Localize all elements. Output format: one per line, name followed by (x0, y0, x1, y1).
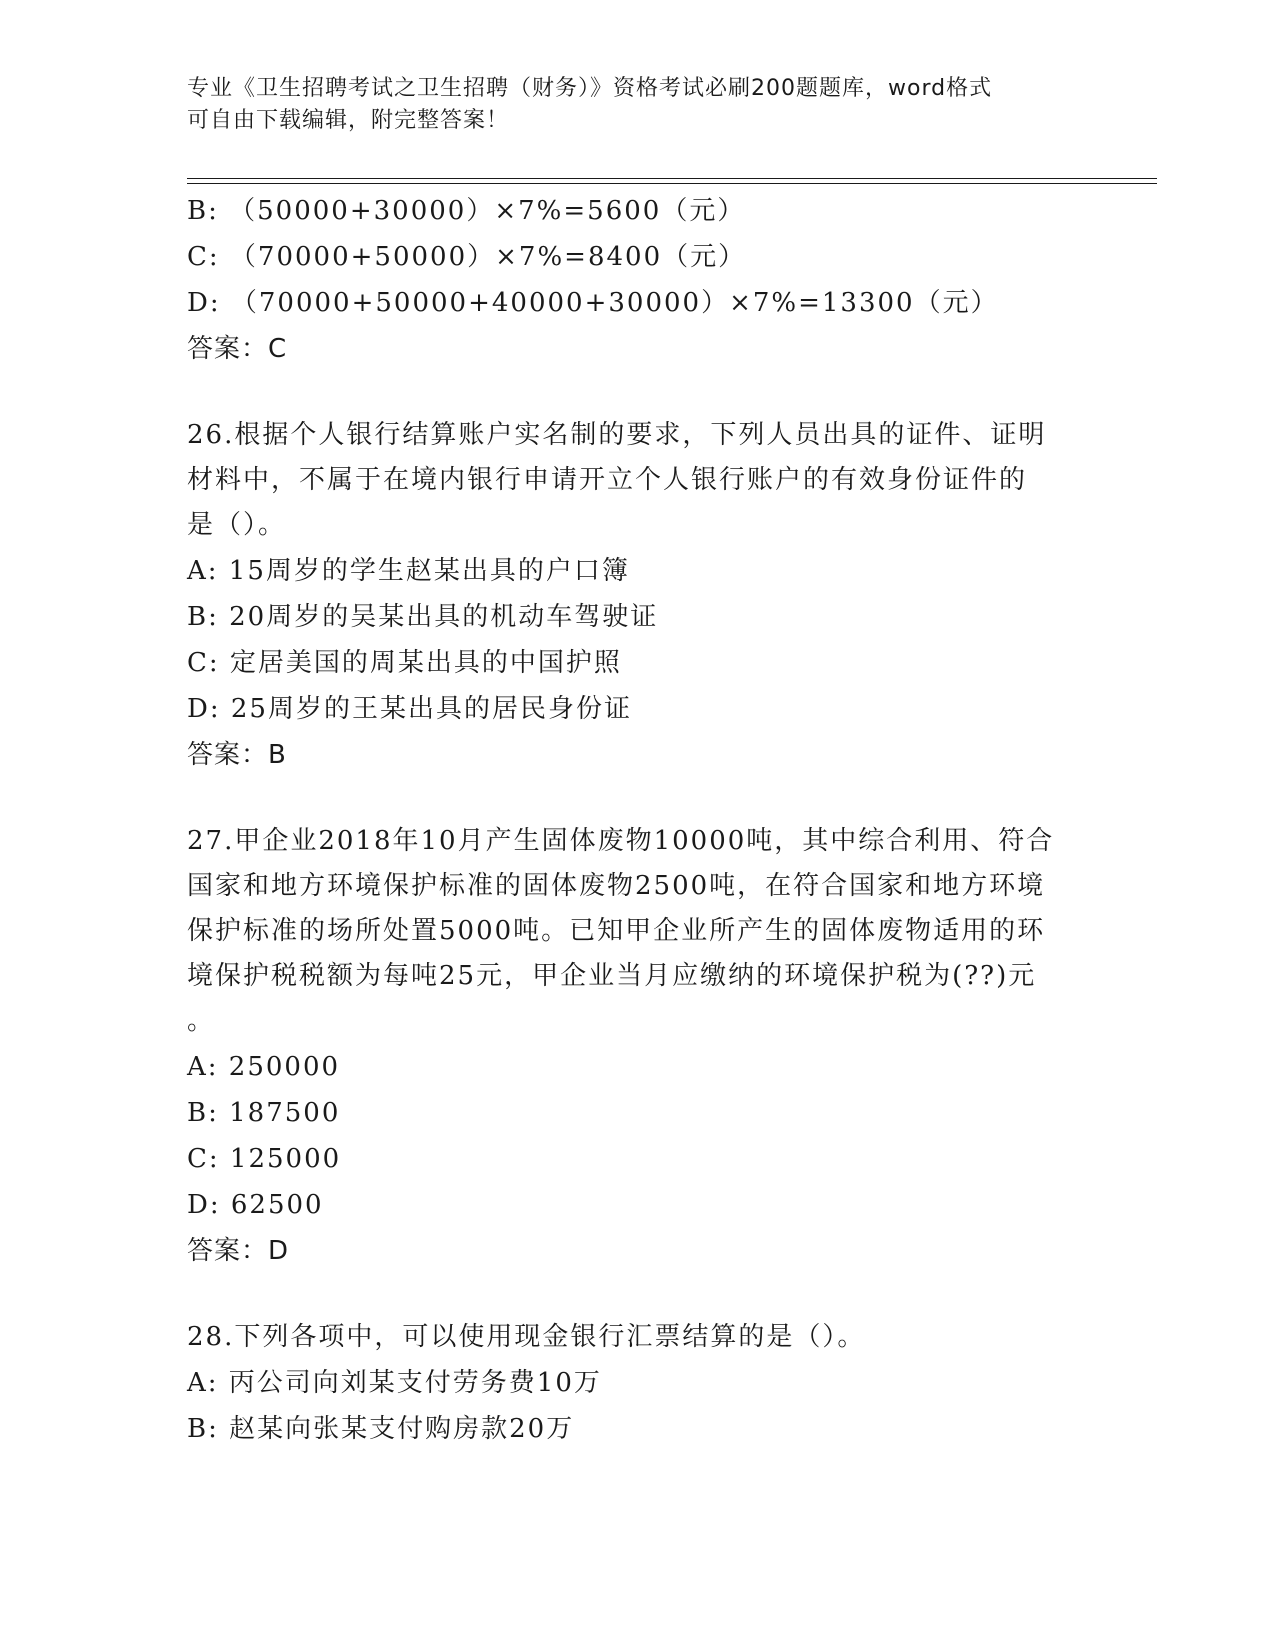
header-divider-bottom (187, 183, 1157, 184)
question-stem-line: 。 (187, 1006, 216, 1036)
option-b: B: 赵某向张某支付购房款20万 (187, 1414, 575, 1444)
option-c: C: （70000+50000）×7%=8400（元） (187, 242, 747, 272)
document-body (187, 188, 1087, 1452)
header-line-1: 专业《卫生招聘考试之卫生招聘（财务）》资格考试必刷200题题库，word格式 (187, 76, 993, 101)
question-stem-line: 境保护税税额为每吨25元，甲企业当月应缴纳的环境保护税为(??)元 (187, 961, 1037, 991)
question-27 (187, 819, 1087, 1274)
option-a: A: 15周岁的学生赵某出具的户口簿 (187, 556, 630, 586)
option-a: A: 250000 (187, 1052, 341, 1082)
question-stem-line: 27.甲企业2018年10月产生固体废物10000吨，其中综合利用、符合 (187, 826, 1055, 856)
header-divider-top (187, 178, 1157, 179)
option-d: D: 25周岁的王某出具的居民身份证 (187, 694, 632, 724)
question-stem-line: 保护标准的场所处置5000吨。已知甲企业所产生的固体废物适用的环 (187, 916, 1046, 946)
answer: 答案：D (187, 1236, 290, 1266)
question-28 (187, 1315, 1087, 1452)
question-25-tail (187, 188, 1087, 372)
option-c: C: 125000 (187, 1144, 342, 1174)
question-stem-line: 是（）。 (187, 510, 287, 540)
option-c: C: 定居美国的周某出具的中国护照 (187, 648, 622, 678)
option-a: A: 丙公司向刘某支付劳务费10万 (187, 1368, 602, 1398)
option-d: D: 62500 (187, 1190, 324, 1220)
document-header (187, 73, 1067, 137)
question-stem-line: 26.根据个人银行结算账户实名制的要求，下列人员出具的证件、证明 (187, 420, 1047, 450)
question-26 (187, 413, 1087, 778)
question-stem-line: 28.下列各项中，可以使用现金银行汇票结算的是（）。 (187, 1322, 866, 1352)
answer: 答案：C (187, 334, 288, 364)
question-stem-line: 国家和地方环境保护标准的固体废物2500吨，在符合国家和地方环境 (187, 871, 1046, 901)
option-d: D: （70000+50000+40000+30000）×7%=13300（元） (187, 288, 999, 318)
option-b: B: （50000+30000）×7%=5600（元） (187, 196, 746, 226)
answer: 答案：B (187, 740, 287, 770)
question-stem-line: 材料中，不属于在境内银行申请开立个人银行账户的有效身份证件的 (187, 465, 1028, 495)
option-b: B: 20周岁的吴某出具的机动车驾驶证 (187, 602, 659, 632)
header-line-2: 可自由下载编辑，附完整答案！ (187, 108, 510, 133)
option-b: B: 187500 (187, 1098, 341, 1128)
